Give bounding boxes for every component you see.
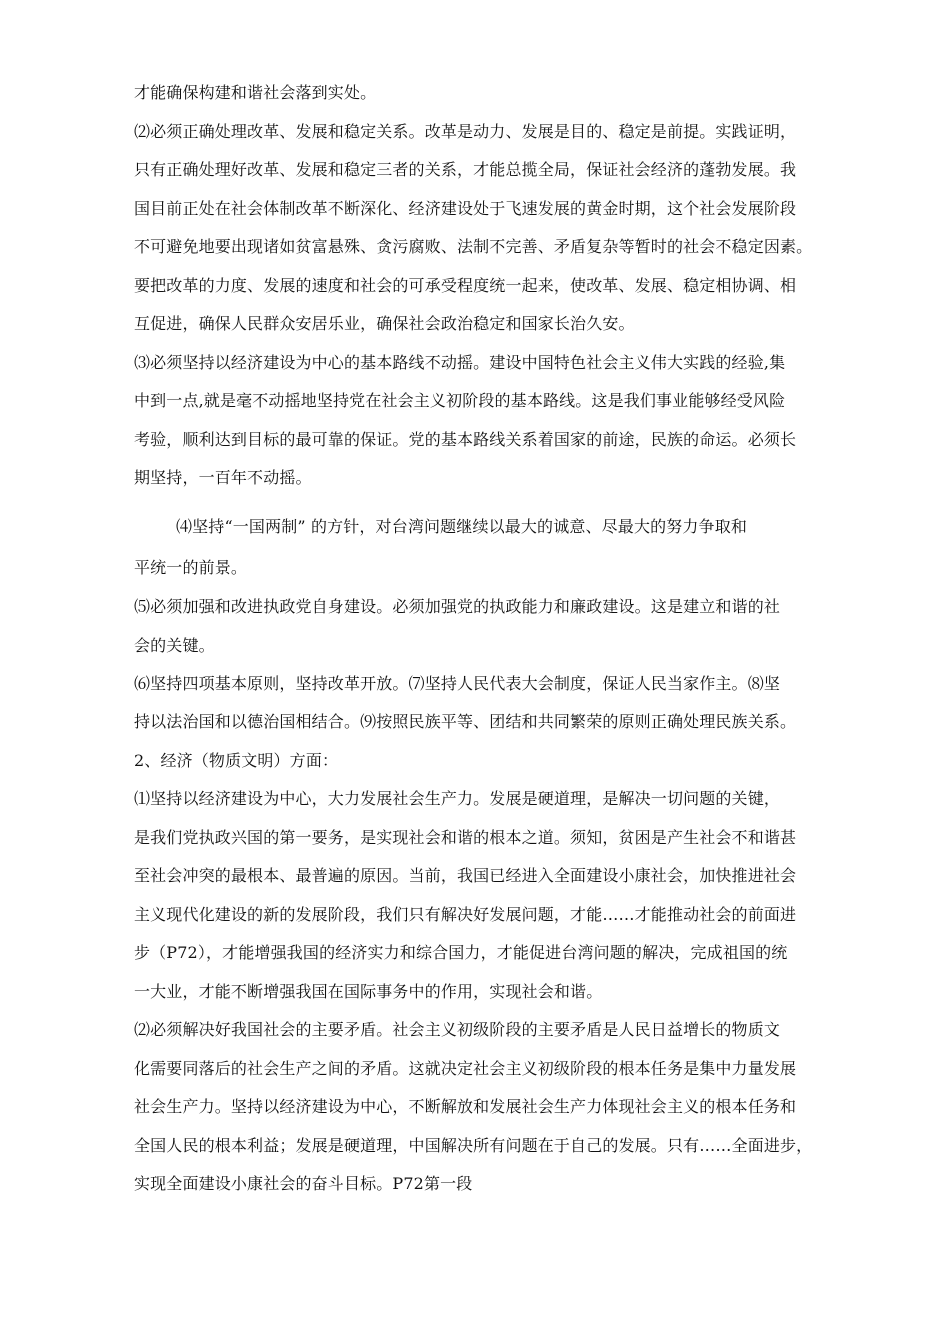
- text-line: 至社会冲突的最根本、最普遍的原因。当前，我国已经进入全面建设小康社会，加快推进社会: [134, 866, 797, 885]
- text-line: 持以法治国和以德治国相结合。⑼按照民族平等、团结和共同繁荣的原则正确处理民族关系。: [134, 712, 797, 731]
- text-line: 互促进，确保人民群众安居乐业，确保社会政治稳定和国家长治久安。: [134, 314, 635, 333]
- text-line: 国目前正处在社会体制改革不断深化、经济建设处于飞速发展的黄金时期，这个社会发展阶段: [134, 199, 797, 218]
- text-line: 只有正确处理好改革、发展和稳定三者的关系，才能总揽全局，保证社会经济的蓬勃发展。我: [134, 160, 797, 179]
- text-line: ⑶必须坚持以经济建设为中心的基本路线不动摇。建设中国特色社会主义伟大实践的经验,集: [134, 353, 786, 372]
- text-line: ⑷坚持“一国两制” 的方针，对台湾问题继续以最大的诚意、尽最大的努力争取和: [176, 517, 747, 536]
- text-line: ⑴坚持以经济建设为中心，大力发展社会生产力。发展是硬道理，是解决一切问题的关键，: [134, 789, 781, 808]
- text-line: 社会生产力。坚持以经济建设为中心，不断解放和发展社会生产力体现社会主义的根本任务和: [134, 1097, 797, 1116]
- section-heading: 2、经济（物质文明）方面：: [134, 751, 339, 770]
- text-line: ⑸必须加强和改进执政党自身建设。必须加强党的执政能力和廉政建设。这是建立和谐的社: [134, 597, 781, 616]
- text-line: 期坚持，一百年不动摇。: [134, 468, 312, 487]
- text-line: ⑵必须解决好我国社会的主要矛盾。社会主义初级阶段的主要矛盾是人民日益增长的物质文: [134, 1020, 781, 1039]
- text-line: 不可避免地要出现诸如贫富悬殊、贪污腐败、法制不完善、矛盾复杂等暂时的社会不稳定因素。: [134, 237, 813, 256]
- text-line: 考验，顺利达到目标的最可靠的保证。党的基本路线关系着国家的前途，民族的命运。必须长: [134, 430, 797, 449]
- text-line: ⑹坚持四项基本原则，坚持改革开放。⑺坚持人民代表大会制度，保证人民当家作主。⑻坚: [134, 674, 781, 693]
- text-line: 会的关键。: [134, 636, 215, 655]
- text-line: 全国人民的根本利益；发展是硬道理，中国解决所有问题在于自己的发展。只有……全面进步，: [134, 1136, 813, 1155]
- text-line: 实现全面建设小康社会的奋斗目标。P72第一段: [134, 1174, 473, 1193]
- text-line: 中到一点,就是毫不动摇地坚持党在社会主义初阶段的基本路线。这是我们事业能够经受风险: [134, 391, 786, 410]
- text-line: 是我们党执政兴国的第一要务，是实现社会和谐的根本之道。须知，贫困是产生社会不和谐甚: [134, 828, 797, 847]
- text-line: ⑵必须正确处理改革、发展和稳定关系。改革是动力、发展是目的、稳定是前提。实践证明，: [134, 122, 797, 141]
- text-line: 化需要同落后的社会生产之间的矛盾。这就决定社会主义初级阶段的根本任务是集中力量发展: [134, 1059, 797, 1078]
- text-line: 步（P72），才能增强我国的经济实力和综合国力，才能促进台湾问题的解决，完成祖国的统: [134, 943, 788, 962]
- text-line: 一大业，才能不断增强我国在国际事务中的作用，实现社会和谐。: [134, 982, 603, 1001]
- text-line: 才能确保构建和谐社会落到实处。: [134, 83, 377, 102]
- text-line: 主义现代化建设的新的发展阶段，我们只有解决好发展问题，才能……才能推动社会的前面进: [134, 905, 797, 924]
- text-line: 要把改革的力度、发展的速度和社会的可承受程度统一起来，使改革、发展、稳定相协调、相: [134, 276, 797, 295]
- text-line: 平统一的前景。: [134, 558, 248, 577]
